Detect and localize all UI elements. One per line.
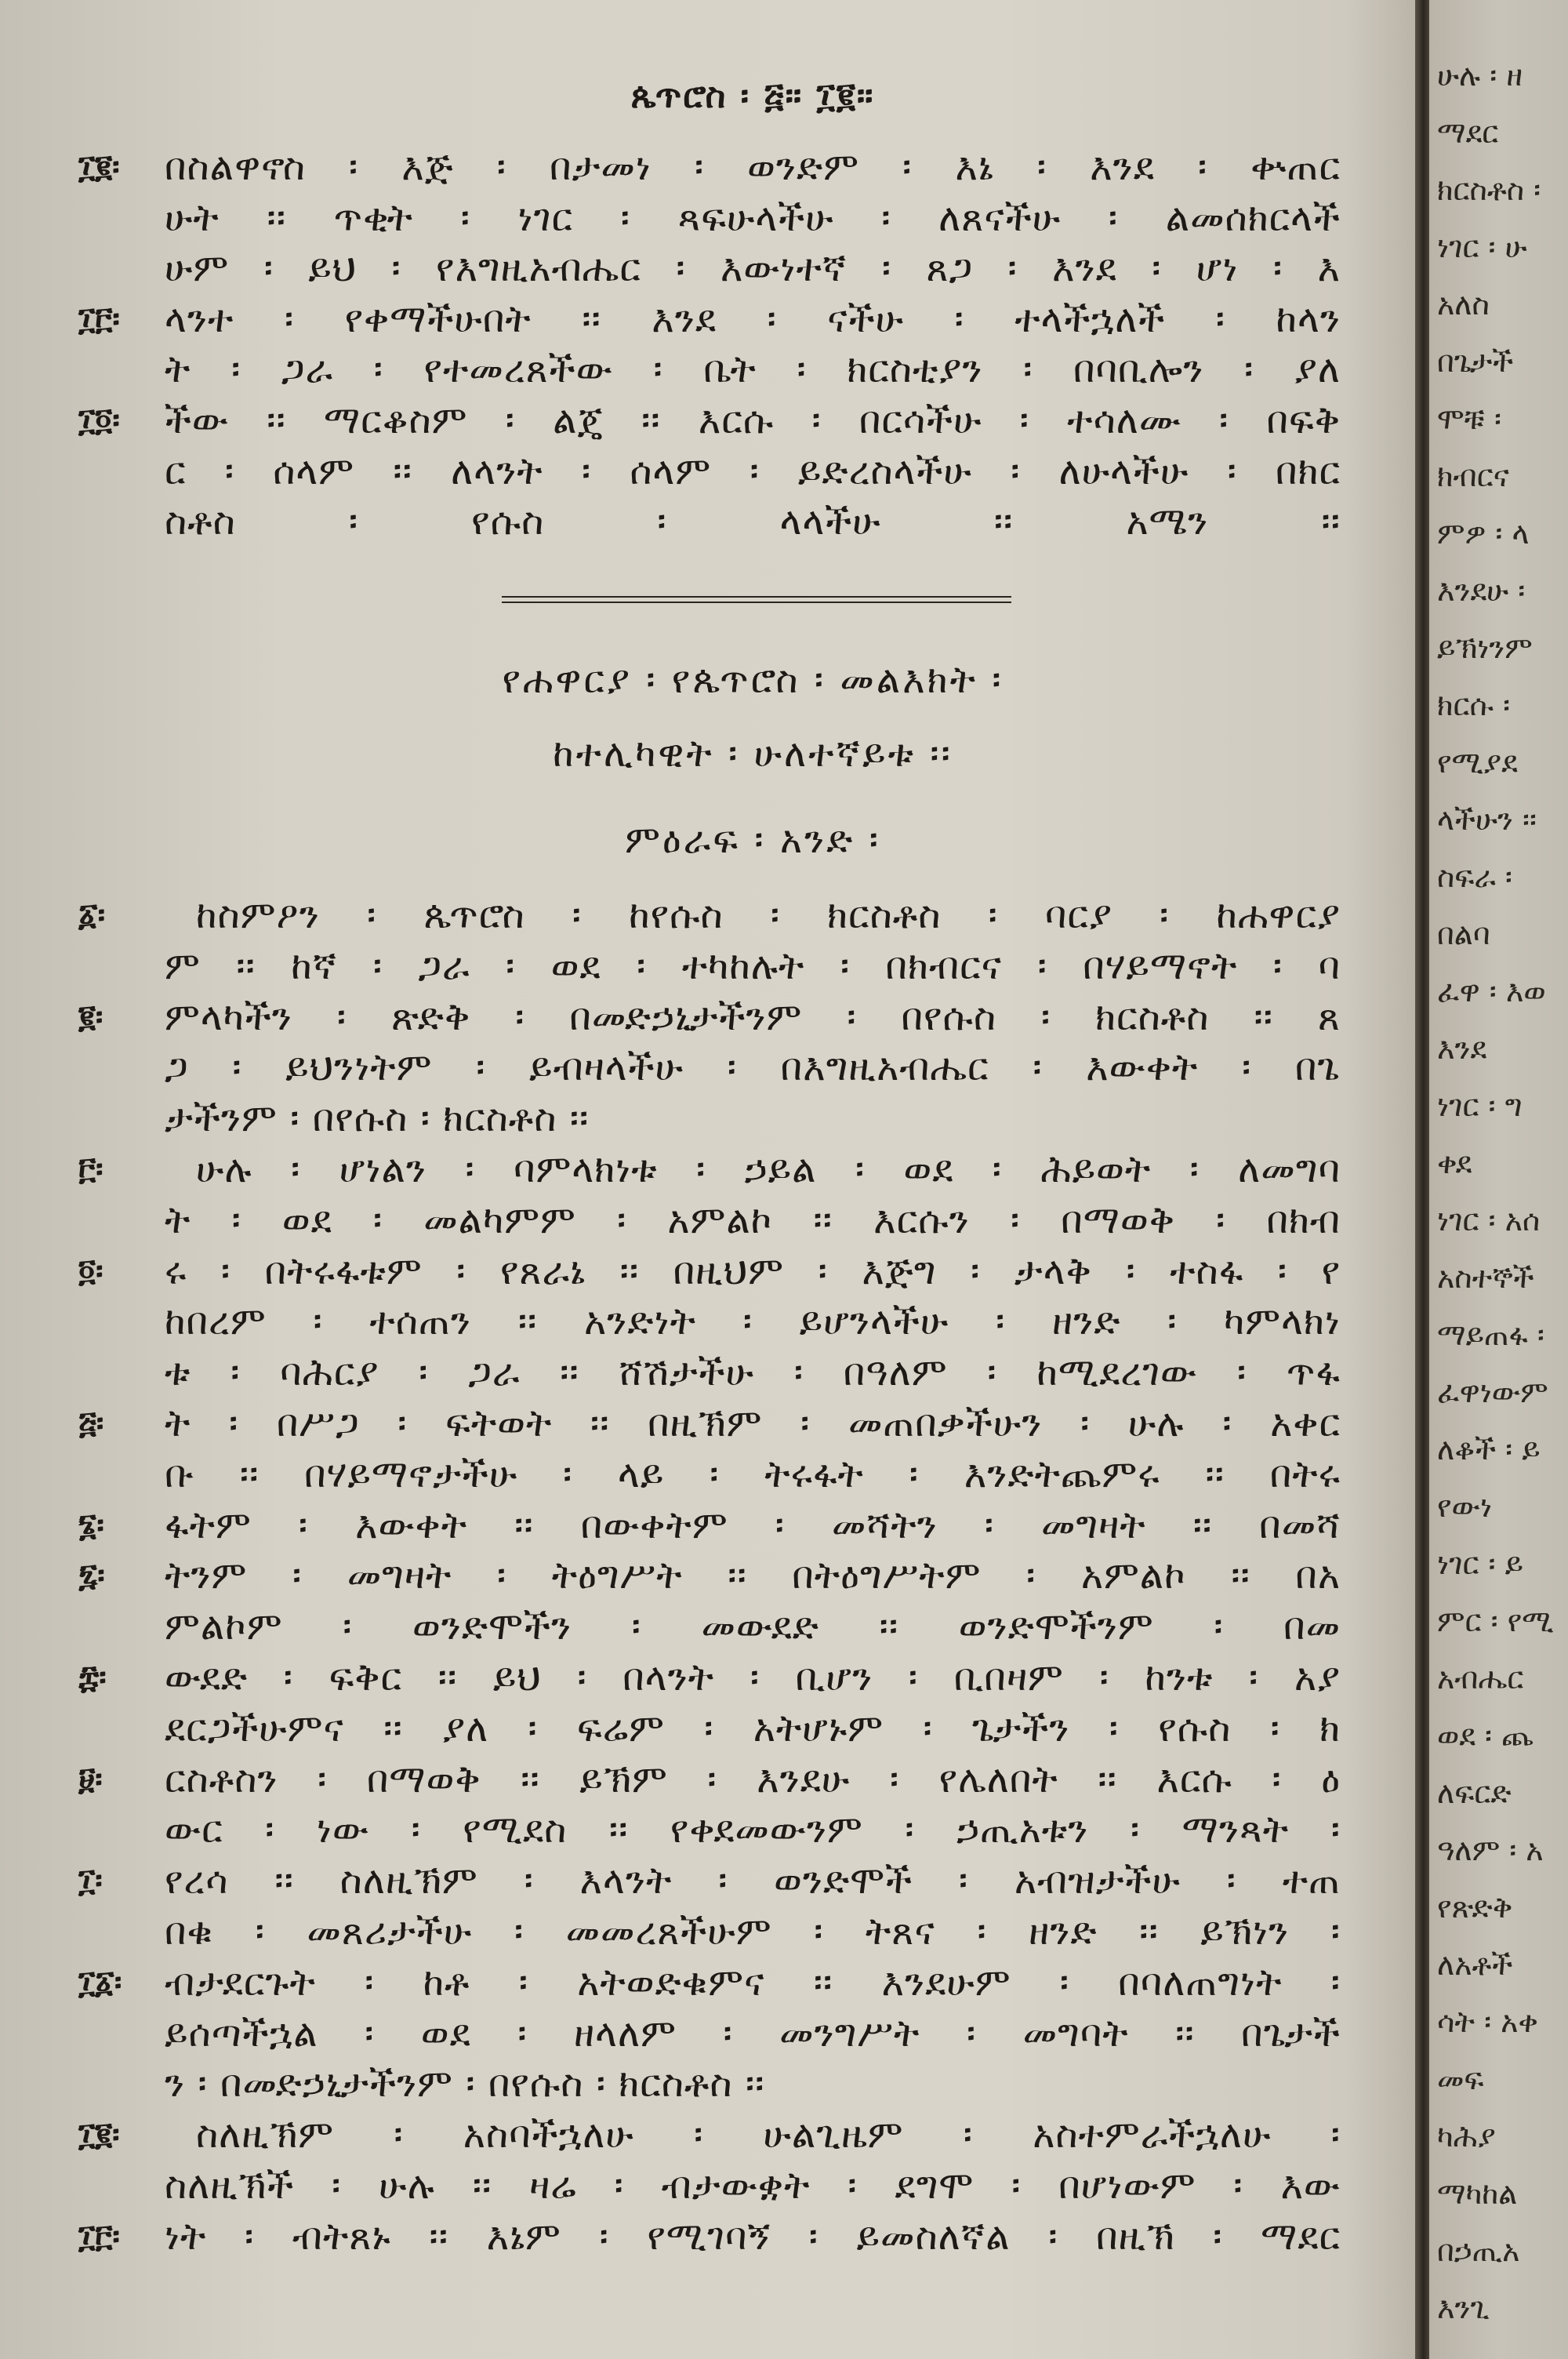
text-line: የረሳ ፡፡ ስለዚኽም ፡ እላንት ፡ ወንድሞች ፡ አብዝታችሁ ፡ ተጠ xyxy=(165,1859,1341,1903)
verse-number: ፲፫፡ xyxy=(78,2218,120,2255)
facing-page-fragment: አብሔር xyxy=(1437,1661,1524,1696)
facing-page-fragment: አስተኞች xyxy=(1437,1260,1534,1295)
facing-page xyxy=(1429,0,1568,2359)
verse-number: ፯፡ xyxy=(78,1558,105,1594)
text-line: ስቶስ ፡ የሱስ ፡ ላላችሁ ፡፡ አሜን ፡፡ xyxy=(165,500,1341,544)
facing-page-fragment: ማይጠፋ ፡ xyxy=(1437,1318,1544,1352)
facing-page-fragment: ወደ ፡ ጨ xyxy=(1437,1718,1534,1753)
facing-page-fragment: ነገር ፡ ይ xyxy=(1437,1547,1523,1581)
text-line: ይሰጣችኋል ፡ ወደ ፡ ዘላለም ፡ መንግሥት ፡ መግባት ፡፡ በጌታች xyxy=(165,2011,1341,2055)
verse-number: ፩፡ xyxy=(78,897,106,933)
text-line: ጋ ፡ ይህንነትም ፡ ይብዛላችሁ ፡ በእግዚአብሔር ፡ እውቀት ፡ በጌ xyxy=(165,1045,1341,1090)
facing-page-fragment: ምዎ ፡ ላ xyxy=(1437,516,1530,551)
verse-number: ፲፫፡ xyxy=(78,300,120,337)
verse-number: ፲፪፡ xyxy=(78,149,120,185)
facing-page-fragment: ፈዋነውም xyxy=(1437,1375,1548,1409)
text-line: ውደድ ፡ ፍቅር ፡፡ ይህ ፡ በላንት ፡ ቢሆን ፡ ቢበዛም ፡ ከንቱ ፡ አያ xyxy=(165,1656,1341,1699)
text-line: ስለዚኽች ፡ ሁሉ ፡፡ ዛሬ ፡ ብታውቋት ፡ ደግሞ ፡ በሆነውም ፡ እው xyxy=(165,2164,1341,2208)
text-line: ውር ፡ ነው ፡ የሚደስ ፡፡ የቀደመውንም ፡ ኃጢአቱን ፡ ማንጻት ፡ xyxy=(165,1808,1341,1852)
facing-page-fragment: እንጊ xyxy=(1437,2291,1490,2325)
facing-page-fragment: ማካከል xyxy=(1437,2176,1518,2211)
verse-number: ፲፬፡ xyxy=(78,402,120,438)
verse-number: ፫፡ xyxy=(78,1151,103,1187)
text-line: ሁም ፡ ይህ ፡ የእግዚአብሔር ፡ እውነተኛ ፡ ጸጋ ፡ እንደ ፡ ሆነ ፡ እ xyxy=(165,246,1341,291)
text-line: ቱ ፡ ባሕርያ ፡ ጋራ ፡፡ ሸሽታችሁ ፡ በዓለም ፡ ከሚደረገው ፡ ጥፋ xyxy=(165,1350,1341,1395)
facing-page-fragment: ቀደ xyxy=(1437,1146,1472,1180)
facing-page-fragment: ሁሉ ፡ ዘ xyxy=(1437,58,1523,93)
text-line: ስለዚኽም ፡ አስባችኋለሁ ፡ ሁልጊዜም ፡ አስተምራችኋለሁ ፡ xyxy=(196,2113,1341,2157)
text-line: በቁ ፡ መጸሪታችሁ ፡ መመረጸችሁም ፡ ትጸና ፡ ዘንድ ፡፡ ይኽነን ፡ xyxy=(165,1910,1341,1954)
facing-page-fragment: ክርሱ ፡ xyxy=(1437,688,1511,722)
verse-number: ፭፡ xyxy=(78,1405,104,1441)
book-gutter xyxy=(1415,0,1429,2359)
facing-page-fragment: መፍ xyxy=(1437,2062,1484,2096)
text-line: ር ፡ ሰላም ፡፡ ለላንት ፡ ሰላም ፡ ይድረስላችሁ ፡ ለሁላችሁ ፡ በክር xyxy=(165,449,1341,493)
text-line: ርስቶስን ፡ በማወቅ ፡፡ ይኽም ፡ እንደሁ ፡ የሌለበት ፡፡ እርሱ ፡ ዕ xyxy=(165,1757,1341,1801)
facing-page-fragment: እንደ xyxy=(1437,1031,1487,1066)
text-line: ላንተ ፡ የቀማችሁበት ፡፡ እንደ ፡ ናችሁ ፡ ተላችኋለች ፡ ከላን xyxy=(165,296,1341,341)
text-line: ን ፡ በመድኃኒታችንም ፡ በየሱስ ፡ ክርስቶስ ፡፡ xyxy=(165,2062,765,2106)
facing-page-fragment: ላችሁን ፡፡ xyxy=(1437,802,1537,837)
verse-number: ፲፪፡ xyxy=(78,2117,120,2154)
facing-page-fragment: ካሕያ xyxy=(1437,2119,1496,2154)
text-line: ምላካችን ፡ ጽድቅ ፡ በመድኃኒታችንም ፡ በየሱስ ፡ ክርስቶስ ፡፡ ጸ xyxy=(165,994,1341,1039)
facing-page-fragment: የጽድቅ xyxy=(1437,1890,1513,1925)
text-line: ትንም ፡ መግዛት ፡ ትዕግሥት ፡፡ በትዕግሥትም ፡ አምልኮ ፡፡ በአ xyxy=(165,1554,1341,1598)
text-line: ከበረም ፡ ተሰጠን ፡፡ አንድነት ፡ ይሆንላችሁ ፡ ዘንድ ፡ ካምላክነ xyxy=(165,1299,1341,1344)
text-line: በስልዋኖስ ፡ እጅ ፡ በታመነ ፡ ወንድም ፡ እኔ ፡ እንደ ፡ ቍጠር xyxy=(165,145,1341,189)
verse-number: ፲፩፡ xyxy=(78,1964,122,2001)
facing-page-fragment: ማደር xyxy=(1437,115,1499,150)
text-line: ም ፡፡ ከኛ ፡ ጋራ ፡ ወደ ፡ ተካከሉት ፡ በክብርና ፡ በሃይማኖት ፡ ባ xyxy=(165,943,1341,988)
verse-number: ፬፡ xyxy=(78,1252,103,1289)
divider-rule-bottom xyxy=(502,602,1011,603)
running-title: ጴጥሮስ ፡ ፭። ፲፪። xyxy=(630,76,875,116)
verse-number: ፰፡ xyxy=(78,1659,107,1696)
facing-page-fragment: ለቆች ፡ ይ xyxy=(1437,1432,1541,1467)
chapter-title: ምዕራፍ ፡ አንድ ፡ xyxy=(625,818,880,862)
text-line: ሩ ፡ በትሩፋቱም ፡ የጸራኔ ፡፡ በዚህም ፡ እጅግ ፡ ታላቅ ፡ ተስፋ ፡ የ xyxy=(165,1249,1341,1293)
facing-page-fragment: ሞቹ ፡ xyxy=(1437,402,1501,436)
facing-page-fragment: በጌታች xyxy=(1437,344,1514,379)
facing-page-fragment: ነገር ፡ ሁ xyxy=(1437,230,1527,264)
verse-number: ፱፡ xyxy=(78,1761,103,1797)
verse-number: ፪፡ xyxy=(78,998,103,1035)
verse-number: ፮፡ xyxy=(78,1507,104,1543)
text-line: ከስምዖን ፡ ጴጥሮስ ፡ ከየሱስ ፡ ክርስቶስ ፡ ባርያ ፡ ከሐዋርያ xyxy=(196,893,1341,937)
facing-page-fragment: ክብርና xyxy=(1437,459,1509,493)
text-line: ችው ፡፡ ማርቆስም ፡ ልጄ ፡፡ እርሱ ፡ በርሳችሁ ፡ ተሳለሙ ፡ በፍቅ xyxy=(165,398,1341,442)
text-line: ት ፡ በሥጋ ፡ ፍትወት ፡፡ በዚኽም ፡ መጠበቃችሁን ፡ ሁሉ ፡ አቀር xyxy=(165,1401,1341,1445)
facing-page-fragment: ይኽነንም xyxy=(1437,631,1533,665)
facing-page-fragment: ክርስቶስ ፡ xyxy=(1437,173,1541,207)
text-line: ሁሉ ፡ ሆነልን ፡ ባምላክነቱ ፡ ኃይል ፡ ወደ ፡ ሕይወት ፡ ለመግባ xyxy=(196,1147,1341,1191)
facing-page-fragment: ነገር ፡ ግ xyxy=(1437,1089,1523,1123)
epistle-title-line-1: የሐዋርያ ፡ የጴጥሮስ ፡ መልእክት ፡ xyxy=(502,658,1004,702)
facing-page-fragment: አለስ xyxy=(1437,287,1490,322)
text-line: ሁት ፡፡ ጥቂት ፡ ነገር ፡ ጻፍሁላችሁ ፡ ለጸናችሁ ፡ ልመሰክርላች xyxy=(165,195,1341,240)
facing-page-fragment: ነገር ፡ አሰ xyxy=(1437,1203,1541,1238)
facing-page-fragment: ምር ፡ የሚ xyxy=(1437,1604,1554,1638)
facing-page-fragment: የውነ xyxy=(1437,1489,1493,1524)
text-line: ታችንም ፡ በየሱስ ፡ ክርስቶስ ፡፡ xyxy=(165,1096,590,1141)
facing-page-fragment: ለአቶች xyxy=(1437,1947,1513,1982)
text-line: ምልኮም ፡ ወንድሞችን ፡ መውደድ ፡፡ ወንድሞችንም ፡ በመ xyxy=(165,1605,1341,1649)
facing-page-fragment: ለፍርድ xyxy=(1437,1776,1512,1810)
text-line: ነት ፡ ብትጸኑ ፡፡ እኔም ፡ የሚገባኝ ፡ ይመስለኛል ፡ በዚኽ ፡ ማደር xyxy=(165,2214,1341,2259)
facing-page-fragment: ስፍራ ፡ xyxy=(1437,860,1512,894)
text-line: ብታደርጉት ፡ ከቶ ፡ አትወድቁምና ፡፡ እንደሁም ፡ በባለጠግነት ፡ xyxy=(165,1960,1341,2005)
facing-page-fragment: በልባ xyxy=(1437,917,1490,951)
facing-page-fragment: የሚያደ xyxy=(1437,745,1518,780)
text-line: ደርጋችሁምና ፡፡ ያለ ፡ ፍሬም ፡ አትሆኑም ፡ ጌታችን ፡ የሱስ ፡ ክ xyxy=(165,1706,1341,1750)
divider-rule-top xyxy=(502,596,1011,598)
facing-page-fragment: እንደሁ ፡ xyxy=(1437,573,1526,608)
verse-number: ፲፡ xyxy=(78,1863,103,1899)
facing-page-fragment: ፈዋ ፡ እወ xyxy=(1437,974,1546,1009)
text-line: ፋትም ፡ እውቀት ፡፡ በውቀትም ፡ መሻትን ፡ መግዛት ፡፡ በመሻ xyxy=(165,1503,1341,1547)
facing-page-fragment: ሳት ፡ አቀ xyxy=(1437,2005,1538,2039)
facing-page-fragment: በኃጢአ xyxy=(1437,2234,1520,2268)
facing-page-fragment: ዓለም ፡ አ xyxy=(1437,1833,1544,1867)
text-line: ቡ ፡፡ በሃይማኖታችሁ ፡ ላይ ፡ ትሩፋት ፡ እንድትጨምሩ ፡፡ በትሩ xyxy=(165,1452,1341,1496)
text-line: ት ፡ ጋራ ፡ የተመረጸችው ፡ ቤት ፡ ክርስቲያን ፡ በባቢሎን ፡ ያለ xyxy=(165,347,1341,392)
text-line: ት ፡ ወደ ፡ መልካምም ፡ አምልኮ ፡፡ እርሱን ፡ በማወቅ ፡ በክብ xyxy=(165,1198,1341,1242)
epistle-title-line-2: ከተሊካዊት ፡ ሁለተኛይቱ ፡፡ xyxy=(553,732,953,776)
